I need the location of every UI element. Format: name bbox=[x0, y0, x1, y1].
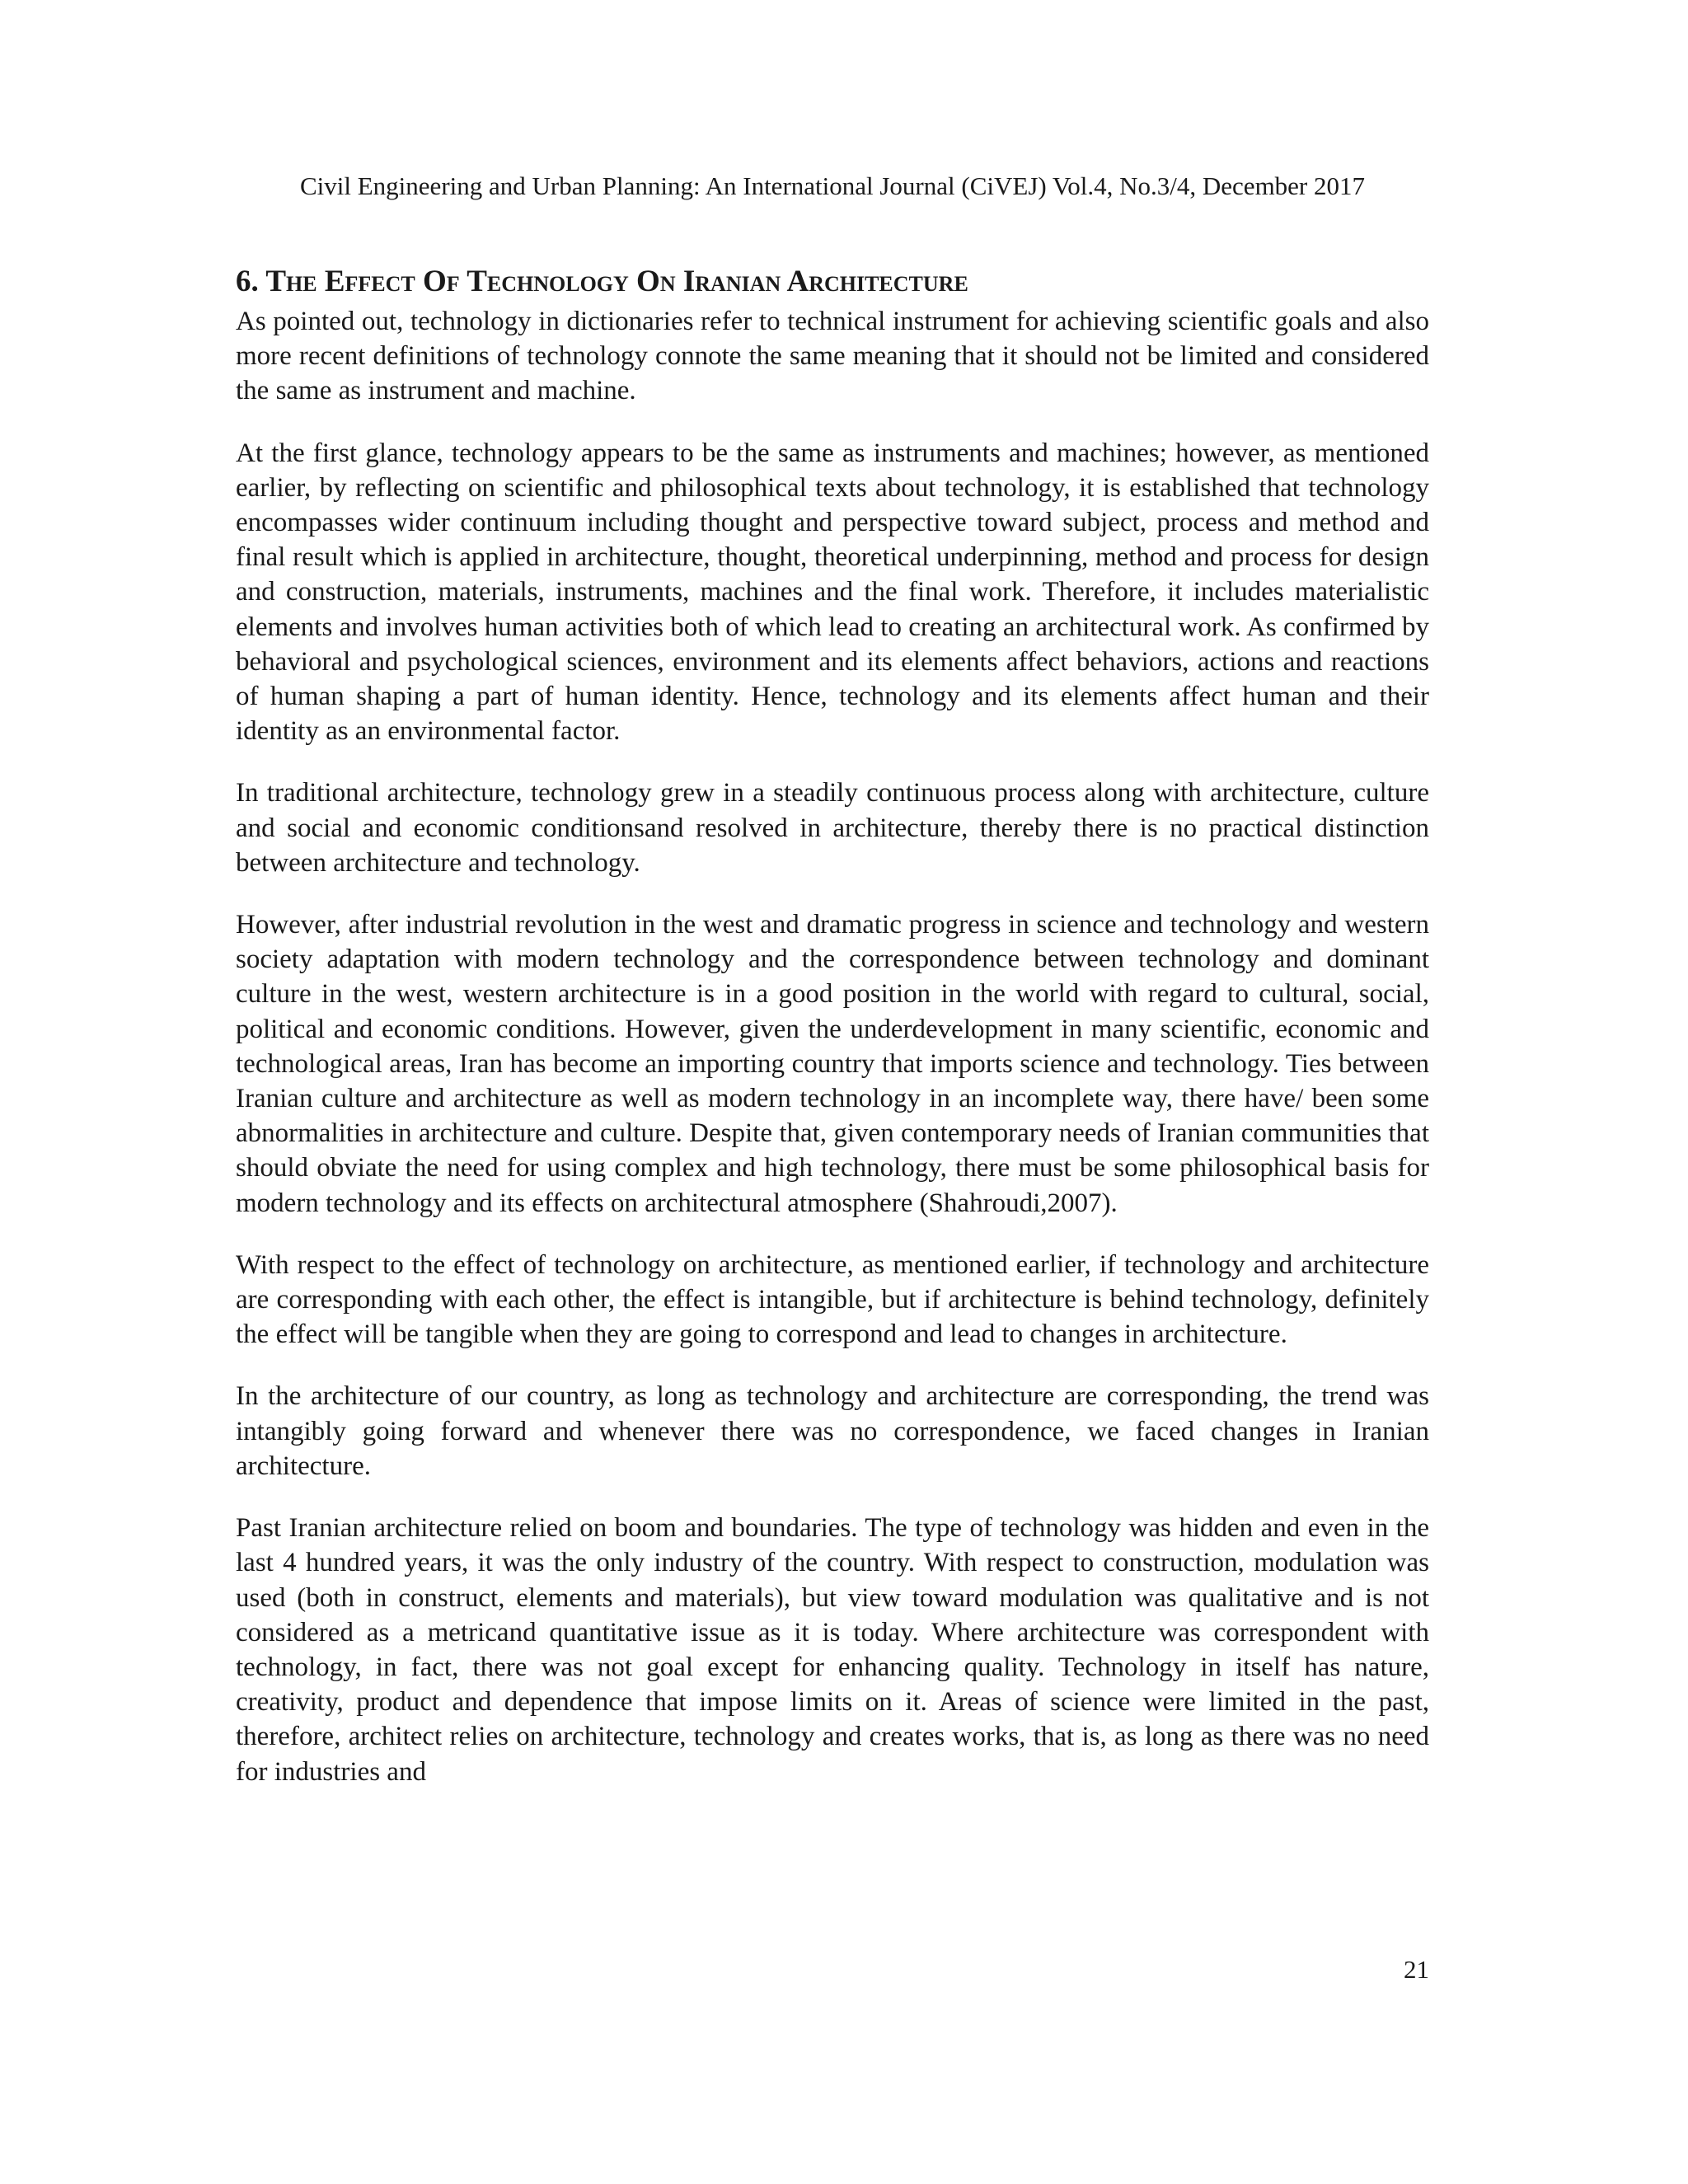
running-header: Civil Engineering and Urban Planning: An International Journal (CiVEJ) Vol.4, No.3/4, December 2017 bbox=[299, 171, 1366, 200]
body-text bbox=[236, 304, 1429, 1816]
paragraph: As pointed out, technology in dictionaries refer to technical instrument for achieving scientific goals and also more recent definitions of technology connote the same meaning that it should not be limited and considered the same as instrument and machine. bbox=[236, 307, 1429, 406]
paragraph: At the first glance, technology appears to be the same as instruments and machines; however, as mentioned earlier, by reflecting on scientific and philosophical texts about technology, it is established that technology encompasses wider continuum including thought and perspective toward subject, process and method and final result which is applied in architecture, thought, theoretical underpinning, method and process for design and construction, materials, instruments, machines and the final work. Therefore, it includes materialistic elements and involves human activities both of which lead to creating an architectural work. As confirmed by behavioral and psychological sciences, environment and its elements affect behaviors, actions and reactions of human shaping a part of human identity. Hence, technology and its elements affect human and their identity as an environmental factor. bbox=[236, 438, 1429, 747]
page-number: 21 bbox=[1404, 1955, 1429, 1984]
section-heading: 6. The Effect Of Technology On Iranian Architecture bbox=[236, 264, 968, 298]
paragraph: Past Iranian architecture relied on boom and boundaries. The type of technology was hidden and even in the last 4 hundred years, it was the only industry of the country. With respect to construction, modulation was used (both in construct, elements and materials), but view toward modulation was qualitative and is not considered as a metricand quantitative issue as it is today. Where architecture was correspondent with technology, in fact, there was not goal except for enhancing quality. Technology in itself has nature, creativity, product and dependence that impose limits on it. Areas of science were limited in the past, therefore, architect relies on architecture, technology and creates works, that is, as long as there was no need for industries and bbox=[236, 1513, 1429, 1787]
paragraph: In the architecture of our country, as long as technology and architecture are corresponding, the trend was intangibly going forward and whenever there was no correspondence, we faced changes in Iranian architecture. bbox=[236, 1381, 1429, 1481]
paragraph: In traditional architecture, technology grew in a steadily continuous process along with architecture, culture and social and economic conditionsand resolved in architecture, thereby there is no practical distinction between architecture and technology. bbox=[236, 778, 1429, 878]
paragraph: However, after industrial revolution in the west and dramatic progress in science and technology and western society adaptation with modern technology and the correspondence between technology and dominant culture in the west, western architecture is in a good position in the world with regard to cultural, social, political and economic conditions. However, given the underdevelopment in many scientific, economic and technological areas, Iran has become an importing country that imports science and technology. Ties between Iranian culture and architecture as well as modern technology in an incomplete way, there have/ been some abnormalities in architecture and culture. Despite that, given contemporary needs of Iranian communities that should obviate the need for using complex and high technology, there must be some philosophical basis for modern technology and its effects on architectural atmosphere (Shahroudi,2007). bbox=[236, 910, 1429, 1218]
paragraph: With respect to the effect of technology on architecture, as mentioned earlier, if technology and architecture are corresponding with each other, the effect is intangible, but if architecture is behind technology, definitely the effect will be tangible when they are going to correspond and lead to changes in architecture. bbox=[236, 1249, 1429, 1350]
